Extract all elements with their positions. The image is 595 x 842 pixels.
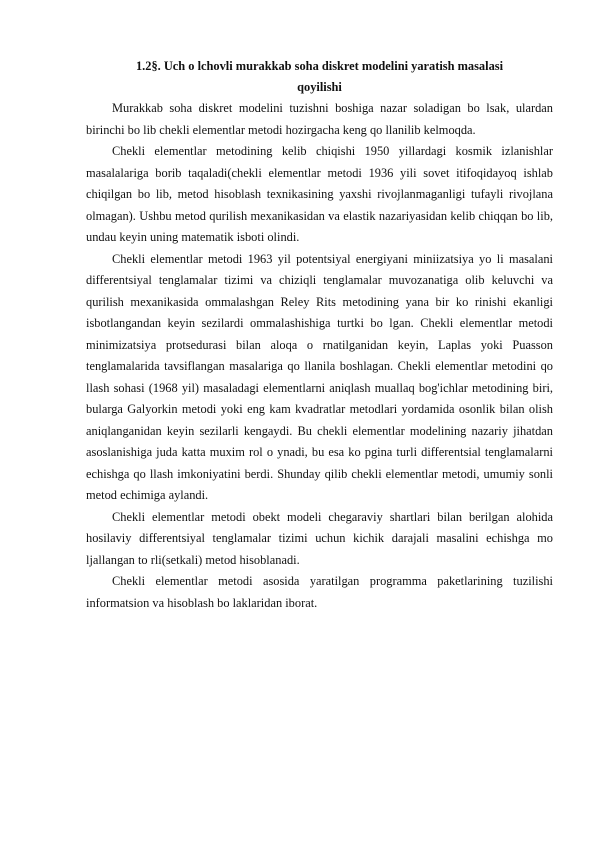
paragraph-4: Chekli elementlar metodi obekt modeli chegaraviy shartlari bilan berilgan alohida hosilaviy differentsiyal tenglamalar tizimi uchun kichik darajali masalini echishga mo ljallangan to rli(setkali) metod hisoblanadi. xyxy=(86,509,553,567)
section-heading-line-1: 1.2§. Uch o lchovli murakkab soha diskret modelini yaratish masalasi xyxy=(135,59,504,73)
document-page xyxy=(86,56,553,614)
paragraph-1: Murakkab soha diskret modelini tuzishni boshiga nazar soladigan bo lsak, ulardan birinchi bo lib chekli elementlar metodi hozirgacha keng qo llanilib kelmoqda. xyxy=(86,101,553,137)
section-heading xyxy=(86,56,553,98)
paragraph-3: Chekli elementlar metodi 1963 yil potentsiyal energiyani miniizatsiya yo li masalani differentsiyal tenglamalar tizimi va chiziqli tenglamalar muvozanatiga olib keluvchi va qurilish mexanikasida ommalashgan Reley Rits metodining yana bir ko rinishi ekanligi isbotlangandan keyin sezilardi ommalashishiga turtki bo lgan. Chekli elementlar metodi minimizatsiya protsedurasi bilan aloqa o rnatilganidan keyin, Laplas yoki Puasson tenglamalarida tavsiflangan masalariga qo llanila boshlagan. Chekli elementlar metodini qo llash sohasi (1968 yil) masaladagi elementlarni aniqlash muallaq bog'ichlar metodining biri, bularga Galyorkin metodi yoki eng kam kvadratlar metodlari yordamida osonlik bilan olish aniqlanganidan keyin sezilarli kengaydi. Bu chekli elementlar modelining nazariy jihatdan asoslanishiga juda katta muxim rol o ynadi, bu esa ko pgina turli differentsial tenglamalarni echishga qo llash imkoniyatini berdi. Shunday qilib chekli elementlar metodi, umumiy sonli metod echimiga aylandi. xyxy=(86,251,553,502)
paragraph-5: Chekli elementlar metodi asosida yaratilgan programma paketlarining tuzilishi informatsion va hisoblash bo laklaridan iborat. xyxy=(86,574,553,610)
section-heading-line-2: qoyilishi xyxy=(297,80,342,94)
paragraph-2: Chekli elementlar metodining kelib chiqishi 1950 yillardagi kosmik izlanishlar masalalariga borib taqaladi(chekli elementlar metodi 1936 yili sovet itifoqidayoq ishlab chiqilgan bo lib, metod hisoblash texnikasining yaxshi rivojlanmaganligi tufayli rivojlana olmagan). Ushbu metod qurilish mexanikasidan va elastik nazariyasidan kelib chiqqan bo lib, undau keyin uning matematik isboti olindi. xyxy=(86,144,553,244)
